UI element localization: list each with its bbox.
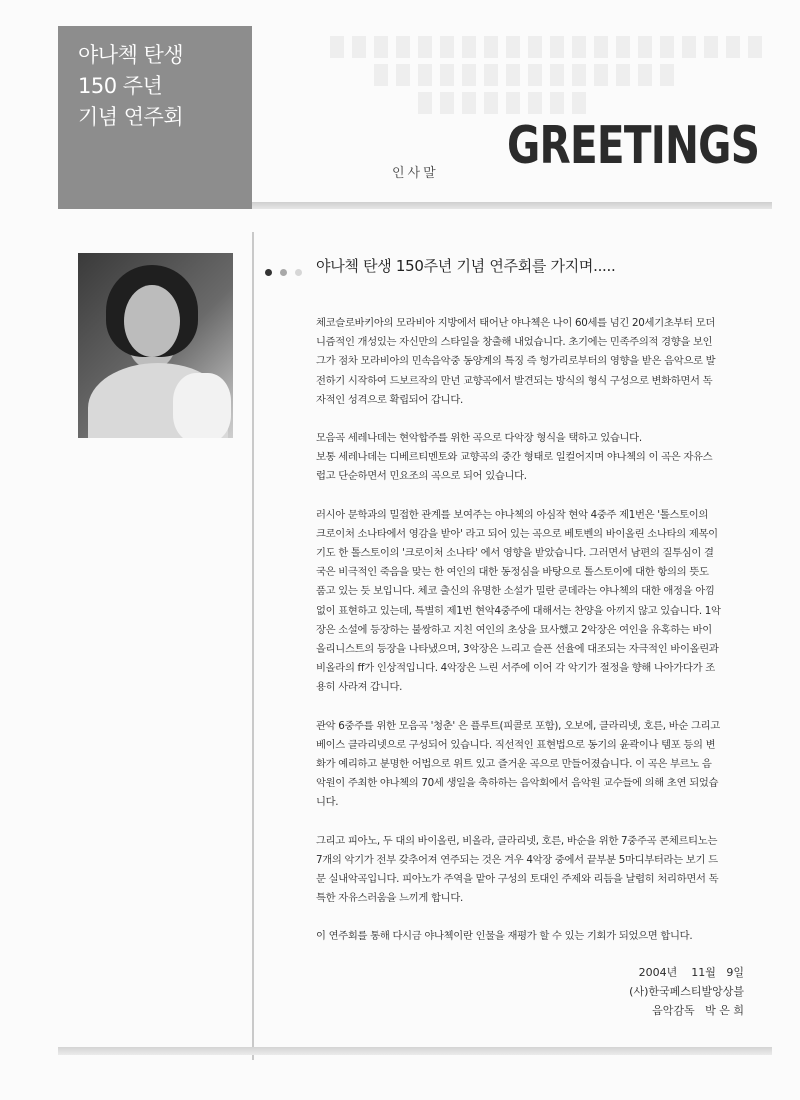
text-line: 올리니스트의 등장을 나타냈으며, 3악장은 느리고 슬픈 선율에 대조되는 자극적인 바이올린과 <box>316 643 719 656</box>
portrait-photo <box>78 253 233 438</box>
text-line: 품고 있는 듯 보입니다. 체코 출신의 유명한 소설가 밀란 쿤데라는 야나첵의 대한 애정을 아낌 <box>316 585 715 598</box>
section-title: GREETINGS <box>507 116 760 176</box>
text-line: 럽고 단순하면서 민요조의 곡으로 되어 있습니다. <box>316 470 527 483</box>
concert-title-line-2: 150 주년 <box>78 74 163 98</box>
text-line: 화가 예리하고 분명한 어법으로 위트 있고 즐거운 곡으로 만들어졌습니다. 이 곡은 부르노 음 <box>316 758 712 771</box>
section-label: 인사말 <box>392 166 439 181</box>
signature-date: 2004년 11월 9일 <box>638 966 744 979</box>
paragraph-6 <box>316 927 741 946</box>
text-line: 장은 소설에 등장하는 불쌍하고 지친 여인의 초상을 묘사했고 2악장은 여인을 유혹하는 바이 <box>316 623 712 636</box>
paragraph-4 <box>316 717 741 813</box>
paragraph-3 <box>316 506 741 698</box>
concert-title <box>78 40 183 133</box>
text-line: 기도 한 톨스토이의 '크로이처 소나타' 에서 영향을 받았습니다. 그러면서 남편의 질투심이 결 <box>316 547 714 560</box>
bullet-dots <box>265 262 310 281</box>
text-line: 이 연주회를 통해 다시금 야나첵이란 인물을 재평가 할 수 있는 기회가 되었으면 합니다. <box>316 930 693 943</box>
header-title-box <box>58 26 252 209</box>
portrait-face <box>124 285 180 357</box>
text-line: 악원이 주최한 야나첵의 70세 생일을 축하하는 음악회에서 음악원 교수들에 의해 초연 되었습 <box>316 777 719 790</box>
background-watermark <box>330 30 770 130</box>
text-line: 그리고 피아노, 두 대의 바이올린, 비올라, 클라리넷, 호른, 바순을 위한 7중주곡 콘체르티노는 <box>316 834 718 847</box>
text-line: 니다. <box>316 796 339 809</box>
greeting-body <box>316 314 741 947</box>
text-line: 니즘적인 개성있는 자신만의 스타일을 창출해 내었습니다. 초기에는 민족주의적 경향을 보인 <box>316 336 713 349</box>
signature-name: 음악감독 박 은 희 <box>652 1004 744 1017</box>
text-line: 비올라의 ff가 인상적입니다. 4악장은 느린 서주에 이어 각 악기가 절정을 향해 나아가다가 조 <box>316 662 715 675</box>
text-line: 국은 비극적인 죽음을 맞는 한 여인의 대한 동정심을 바탕으로 톨스토이에 대한 항의의 뜻도 <box>316 566 709 579</box>
bullet-dot-dark <box>265 269 272 276</box>
text-line: 특한 자유스러움을 느끼게 합니다. <box>316 892 463 905</box>
vertical-divider <box>252 232 254 1060</box>
signature-organization: (사)한국페스티발앙상블 <box>629 985 744 998</box>
text-line: 자적인 성격으로 확립되어 갑니다. <box>316 393 463 406</box>
text-line: 체코슬로바키아의 모라비아 지방에서 태어난 야나첵은 나이 60세를 넘긴 20세기초부터 모더 <box>316 317 716 329</box>
signature-block <box>629 963 744 1020</box>
portrait-arm <box>173 373 231 438</box>
text-line: 모음곡 세레나데는 현악합주를 위한 곡으로 다악장 형식을 택하고 있습니다. <box>316 432 642 445</box>
paragraph-5 <box>316 832 741 909</box>
intro-subtitle: 야나첵 탄생 150주년 기념 연주회를 가지며..... <box>316 257 616 275</box>
concert-title-line-3: 기념 연주회 <box>78 105 184 129</box>
text-line: 베이스 클라리넷으로 구성되어 있습니다. 직선적인 표현법으로 동기의 윤곽이나 템포 등의 변 <box>316 738 716 751</box>
text-line: 용히 사라져 갑니다. <box>316 681 403 694</box>
concert-title-line-1: 야나첵 탄생 <box>78 43 184 67</box>
bullet-dot-light <box>295 269 302 276</box>
text-line: 없이 표현하고 있는데, 특별히 제1번 현악4중주에 대해서는 찬양을 아끼지 않고 있습니다. 1악 <box>316 604 721 617</box>
text-line: 보통 세레나데는 디베르티멘토와 교향곡의 중간 형태로 일컬어지며 야나첵의 이 곡은 자유스 <box>316 451 713 464</box>
paragraph-1 <box>316 314 741 410</box>
paragraph-2 <box>316 429 741 487</box>
text-line: 7개의 악기가 전부 갖추어져 연주되는 것은 겨우 4악장 중에서 끝부분 5마디부터라는 보기 드 <box>316 853 718 866</box>
text-line: 문 실내악곡입니다. 피아노가 주역을 맡아 구성의 토대인 주제와 리듬을 날렵히 처리하면서 독 <box>316 873 719 886</box>
text-line: 러시아 문학과의 밀접한 관계를 보여주는 야나첵의 아심작 현악 4중주 제1번은 '톨스토이의 <box>316 508 709 521</box>
text-line: 크로이처 소나타에서 영감을 받아' 라고 되어 있는 곡으로 베토벤의 바이올린 소나타의 제목이 <box>316 527 718 540</box>
text-line: 그가 점차 모라비아의 민속음악중 동양계의 특징 즉 헝가리로부터의 영향을 받은 음악으로 발 <box>316 355 716 368</box>
bullet-dot-mid <box>280 269 287 276</box>
header-rule <box>252 202 772 209</box>
text-line: 전하기 시작하여 드보르작의 만년 교향곡에서 발견되는 방식의 형식 구성으로 변화하면서 독 <box>316 374 713 387</box>
footer-rule <box>58 1047 772 1055</box>
text-line: 관악 6중주를 위한 모음곡 '청춘' 은 플루트(피콜로 포함), 오보에, 클라리넷, 호른, 바순 그리고 <box>316 719 720 732</box>
